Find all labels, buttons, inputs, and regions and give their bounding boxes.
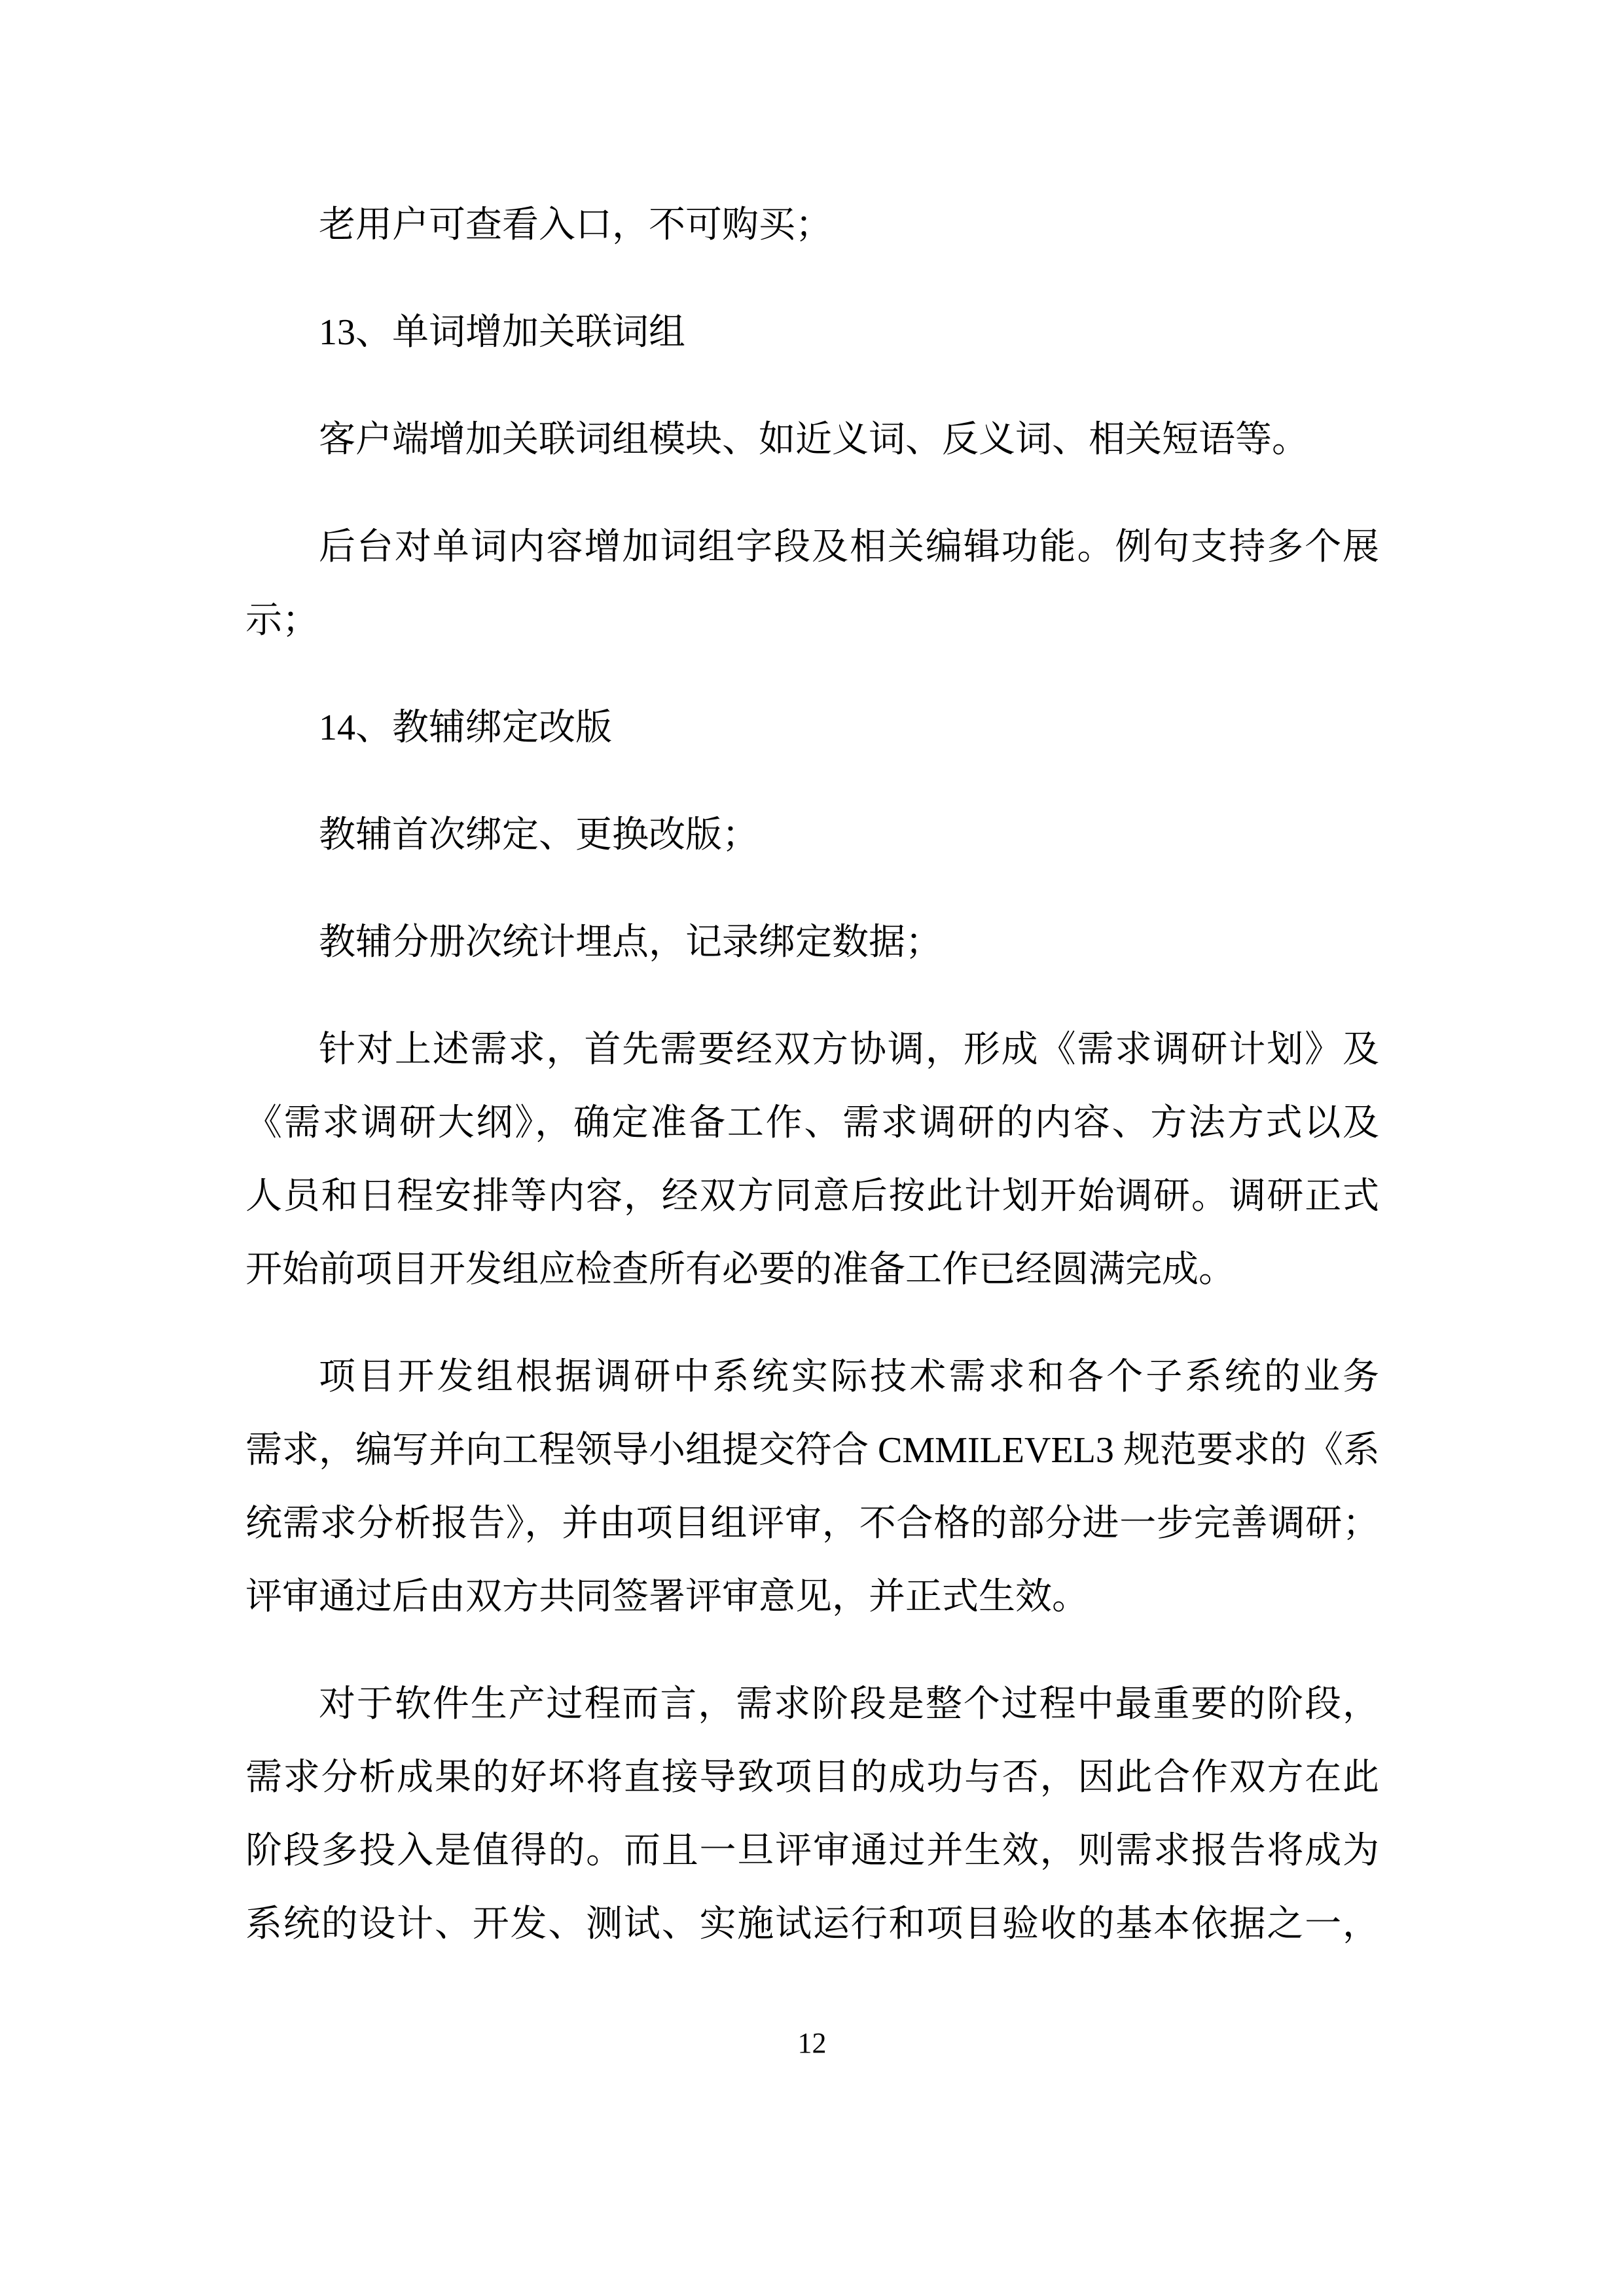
text-line: 需求，编写并向工程领导小组提交符合 CMMILEVEL3 规范要求的《系 [245,1430,1380,1471]
text-line: 需求分析成果的好坏将直接导致项目的成功与否，因此合作双方在此 [245,1757,1379,1798]
text-line: 人员和日程安排等内容，经双方同意后按此计划开始调研。调研正式 [245,1176,1379,1217]
text-line: 针对上述需求，首先需要经双方协调，形成《需求调研计划》及 [319,1030,1379,1070]
text-line: 阶段多投入是值得的。而且一旦评审通过并生效，则需求报告将成为 [245,1831,1379,1871]
numbered-heading-13: 13、单词增加关联词组 [319,312,685,353]
text-line: 示； [245,600,319,641]
text-line: 客户端增加关联词组模块、如近义词、反义词、相关短语等。 [319,420,1308,460]
text-line: 项目开发组根据调研中系统实际技术需求和各个子系统的业务 [319,1357,1379,1397]
page-number: 12 [797,2027,827,2059]
document-text-block [245,188,1379,1961]
text-line: 教辅分册次统计埋点，记录绑定数据； [319,922,942,963]
text-line: 《需求调研大纲》，确定准备工作、需求调研的内容、方法方式以及 [245,1103,1379,1143]
text-line: 系统的设计、开发、测试、实施试运行和项目验收的基本依据之一， [245,1904,1379,1945]
text-line: 后台对单词内容增加词组字段及相关编辑功能。例句支持多个展 [319,527,1379,567]
text-line: 对于软件生产过程而言，需求阶段是整个过程中最重要的阶段， [319,1684,1379,1725]
text-line: 教辅首次绑定、更换改版； [319,815,759,855]
text-line: 评审通过后由双方共同签署评审意见，并正式生效。 [245,1577,1089,1617]
text-line: 老用户可查看入口，不可购买； [319,205,832,245]
text-line: 统需求分析报告》，并由项目组评审，不合格的部分进一步完善调研； [245,1503,1379,1544]
text-line: 开始前项目开发组应检查所有必要的准备工作已经圆满完成。 [245,1249,1235,1290]
numbered-heading-14: 14、教辅绑定改版 [319,708,612,748]
